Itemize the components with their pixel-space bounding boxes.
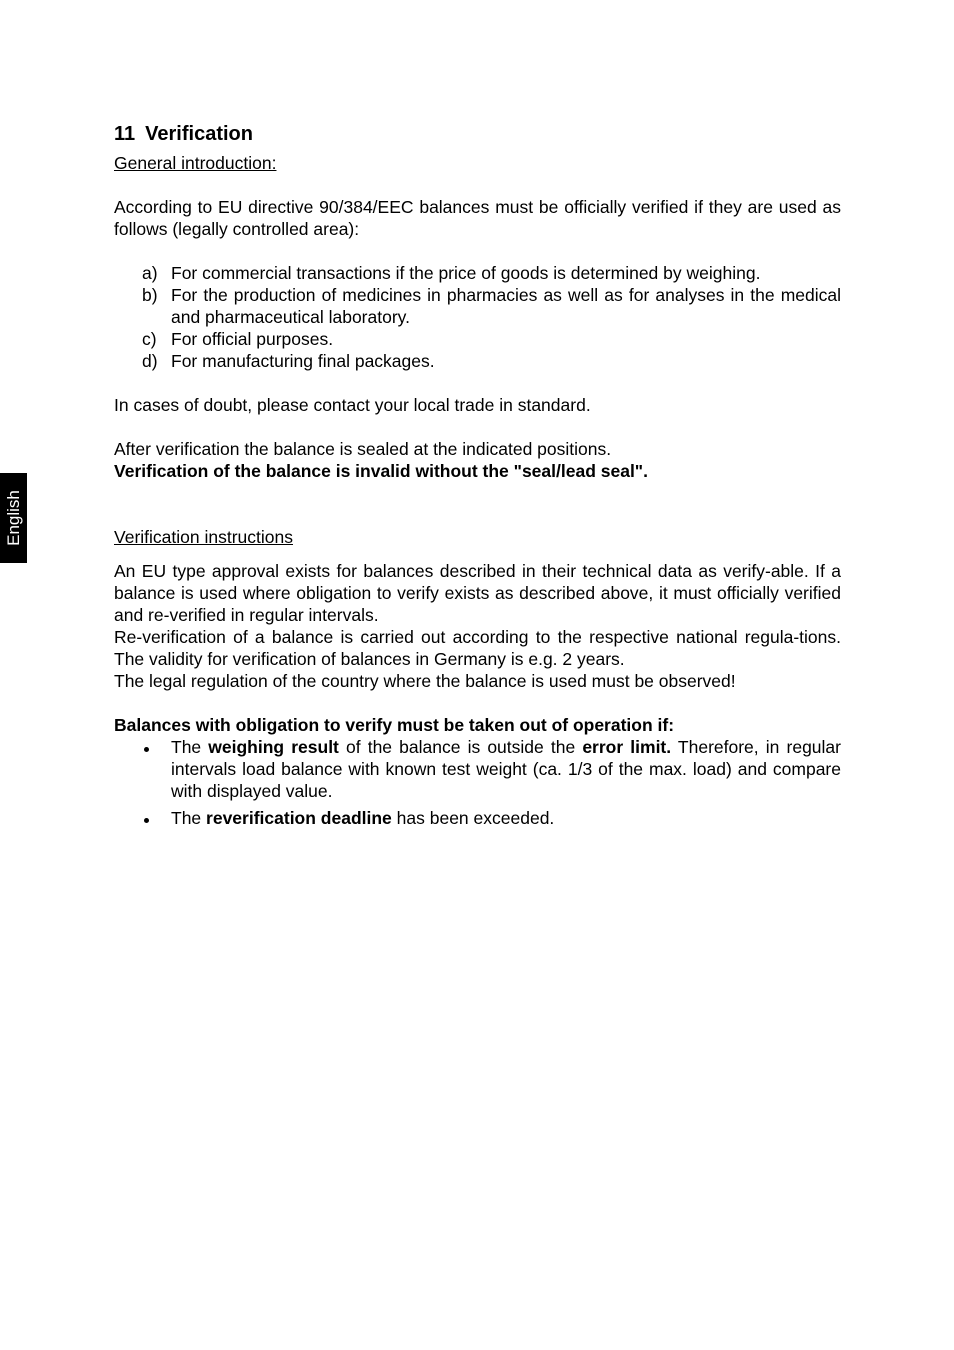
section-title: Verification	[145, 123, 253, 145]
list-item	[142, 350, 841, 372]
list-text: For commercial transactions if the price of goods is determined by weighing.	[171, 263, 761, 283]
usage-list	[114, 262, 841, 372]
document-page	[114, 120, 841, 834]
verification-instructions-subtitle: Verification instructions	[114, 527, 293, 547]
list-item	[142, 807, 841, 829]
list-item	[142, 736, 841, 802]
list-item	[142, 262, 841, 284]
instructions-paragraph-3: The legal regulation of the country where the balance is used must be observed!	[114, 671, 736, 691]
list-marker: b)	[142, 285, 158, 305]
list-item	[142, 284, 841, 328]
list-item	[142, 328, 841, 350]
list-marker: a)	[142, 263, 158, 283]
list-text: The weighing result of the balance is outside the error limit. Therefore, in regular intervals load balance with known test weight (ca. 1/3 of the max. load) and compare with displayed value.	[171, 737, 841, 801]
bullet-icon	[142, 736, 171, 802]
language-tab-label: English	[3, 490, 23, 546]
obligation-list	[114, 736, 841, 829]
list-text: For the production of medicines in pharmacies as well as for analyses in the medical and pharmaceutical laboratory.	[171, 285, 841, 327]
section-number: 11	[114, 123, 136, 145]
general-intro-paragraph: According to EU directive 90/384/EEC balances must be officially verified if they are used as follows (legally controlled area):	[114, 197, 841, 239]
general-intro-subtitle: General introduction:	[114, 153, 277, 173]
instructions-paragraph-2: Re-verification of a balance is carried out according to the respective national regula-tions. The validity for verification of balances in Germany is e.g. 2 years.	[114, 627, 841, 669]
section-heading	[114, 120, 841, 148]
list-text: For manufacturing final packages.	[171, 351, 435, 371]
list-text: For official purposes.	[171, 329, 334, 349]
list-text: The reverification deadline has been exceeded.	[171, 808, 555, 828]
doubt-paragraph: In cases of doubt, please contact your local trade in standard.	[114, 395, 591, 415]
language-tab	[0, 473, 27, 563]
list-marker: d)	[142, 351, 158, 371]
list-marker: c)	[142, 329, 157, 349]
invalid-warning: Verification of the balance is invalid without the "seal/lead seal".	[114, 461, 648, 481]
obligation-title: Balances with obligation to verify must be taken out of operation if:	[114, 715, 675, 735]
instructions-paragraph-1: An EU type approval exists for balances described in their technical data as verify-able. If a balance is used where obligation to verify exists as described above, it must officially verified and re-verified in regular intervals.	[114, 561, 841, 625]
bullet-icon	[142, 807, 171, 829]
sealed-paragraph: After verification the balance is sealed at the indicated positions.	[114, 439, 612, 459]
